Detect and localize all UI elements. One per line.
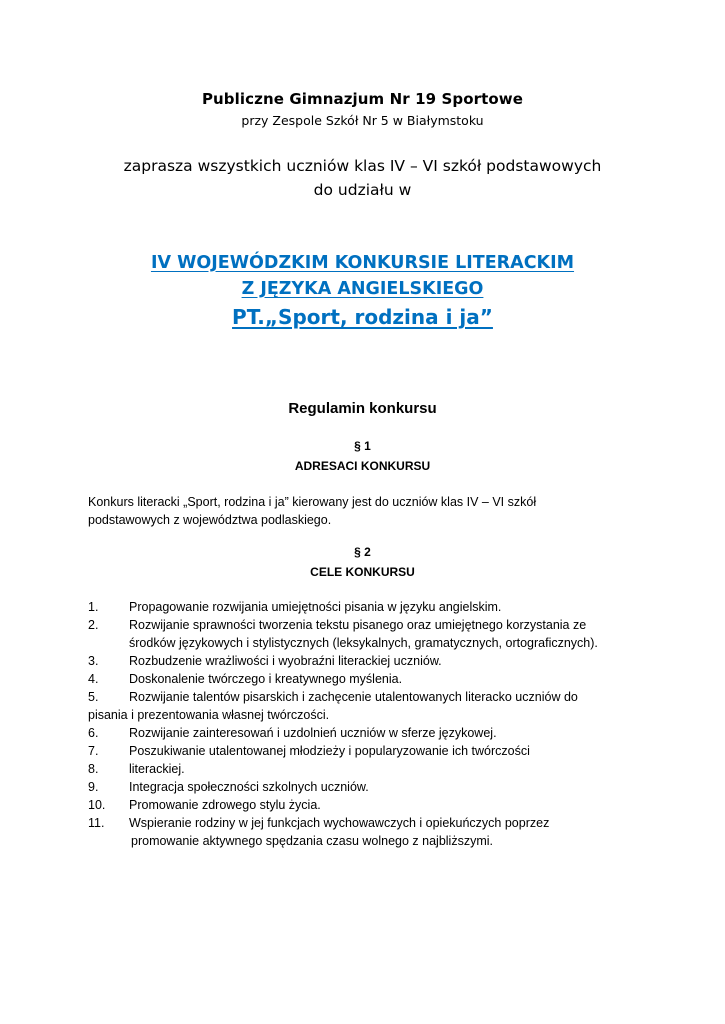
list-item-text: Poszukiwanie utalentowanej młodzieży i popularyzowanie ich twórczości bbox=[129, 744, 530, 758]
invitation-line-2: do udziału w bbox=[313, 181, 412, 199]
list-item-continuation: pisania i prezentowania własnej twórczości. bbox=[88, 708, 330, 722]
list-item bbox=[88, 598, 708, 616]
list-item-number: 5. bbox=[88, 690, 99, 704]
list-item-continuation: środków językowych i stylistycznych (leksykalnych, gramatycznych, ortograficznych). bbox=[129, 636, 598, 650]
list-item bbox=[88, 670, 708, 688]
list-item bbox=[88, 652, 708, 670]
section-2-number: § 2 bbox=[354, 545, 371, 559]
list-item-text: Rozwijanie zainteresowań i uzdolnień uczniów w sferze językowej. bbox=[129, 726, 497, 740]
section-1-text-line-2: podstawowych z województwa podlaskiego. bbox=[88, 513, 332, 527]
list-item bbox=[88, 760, 708, 778]
section-1-number: § 1 bbox=[354, 439, 371, 453]
section-1-title: ADRESACI KONKURSU bbox=[294, 459, 431, 473]
invitation-line-1: zaprasza wszystkich uczniów klas IV – VI szkół podstawowych bbox=[123, 157, 602, 175]
list-item-text: Promowanie zdrowego stylu życia. bbox=[129, 798, 321, 812]
list-item bbox=[88, 778, 708, 796]
list-item-number: 8. bbox=[88, 762, 99, 776]
list-item-text: Wspieranie rodziny w jej funkcjach wychowawczych i opiekuńczych poprzez bbox=[129, 816, 550, 830]
list-item-text: literackiej. bbox=[129, 762, 185, 776]
section-1-text-line-1: Konkurs literacki „Sport, rodzina i ja” kierowany jest do uczniów klas IV – VI szkół bbox=[88, 495, 537, 509]
list-item bbox=[88, 742, 708, 760]
list-item bbox=[88, 814, 708, 850]
school-subtitle: przy Zespole Szkół Nr 5 w Białymstoku bbox=[241, 113, 484, 128]
list-item-text: Rozwijanie sprawności tworzenia tekstu pisanego oraz umiejętnego korzystania ze bbox=[129, 618, 587, 632]
contest-title-line-3: PT.„Sport, rodzina i ja” bbox=[232, 305, 493, 329]
list-item bbox=[88, 616, 708, 652]
list-item bbox=[88, 724, 708, 742]
contest-title-line-1: IV WOJEWÓDZKIM KONKURSIE LITERACKIM bbox=[150, 253, 575, 273]
list-item-continuation: promowanie aktywnego spędzania czasu wolnego z najbliższymi. bbox=[131, 834, 493, 848]
school-name: Publiczne Gimnazjum Nr 19 Sportowe bbox=[201, 90, 524, 108]
regulations-title: Regulamin konkursu bbox=[288, 400, 437, 417]
list-item-number: 10. bbox=[88, 798, 106, 812]
contest-title-line-2: Z JĘZYKA ANGIELSKIEGO bbox=[241, 279, 484, 299]
list-item bbox=[88, 796, 708, 814]
list-item-number: 9. bbox=[88, 780, 99, 794]
list-item-number: 3. bbox=[88, 654, 99, 668]
list-item-text: Integracja społeczności szkolnych uczniów. bbox=[129, 780, 369, 794]
list-item bbox=[88, 688, 708, 724]
list-item-number: 4. bbox=[88, 672, 99, 686]
list-item-number: 1. bbox=[88, 600, 99, 614]
list-item-text: Rozwijanie talentów pisarskich i zachęcenie utalentowanych literacko uczniów do bbox=[129, 690, 578, 704]
list-item-number: 11. bbox=[88, 816, 105, 830]
list-item-text: Doskonalenie twórczego i kreatywnego myślenia. bbox=[129, 672, 403, 686]
list-item-text: Rozbudzenie wrażliwości i wyobraźni literackiej uczniów. bbox=[129, 654, 442, 668]
list-item-text: Propagowanie rozwijania umiejętności pisania w języku angielskim. bbox=[129, 600, 502, 614]
goals-list bbox=[88, 598, 708, 850]
list-item-number: 6. bbox=[88, 726, 99, 740]
section-2-title: CELE KONKURSU bbox=[310, 565, 415, 579]
list-item-number: 2. bbox=[88, 618, 99, 632]
list-item-number: 7. bbox=[88, 744, 99, 758]
